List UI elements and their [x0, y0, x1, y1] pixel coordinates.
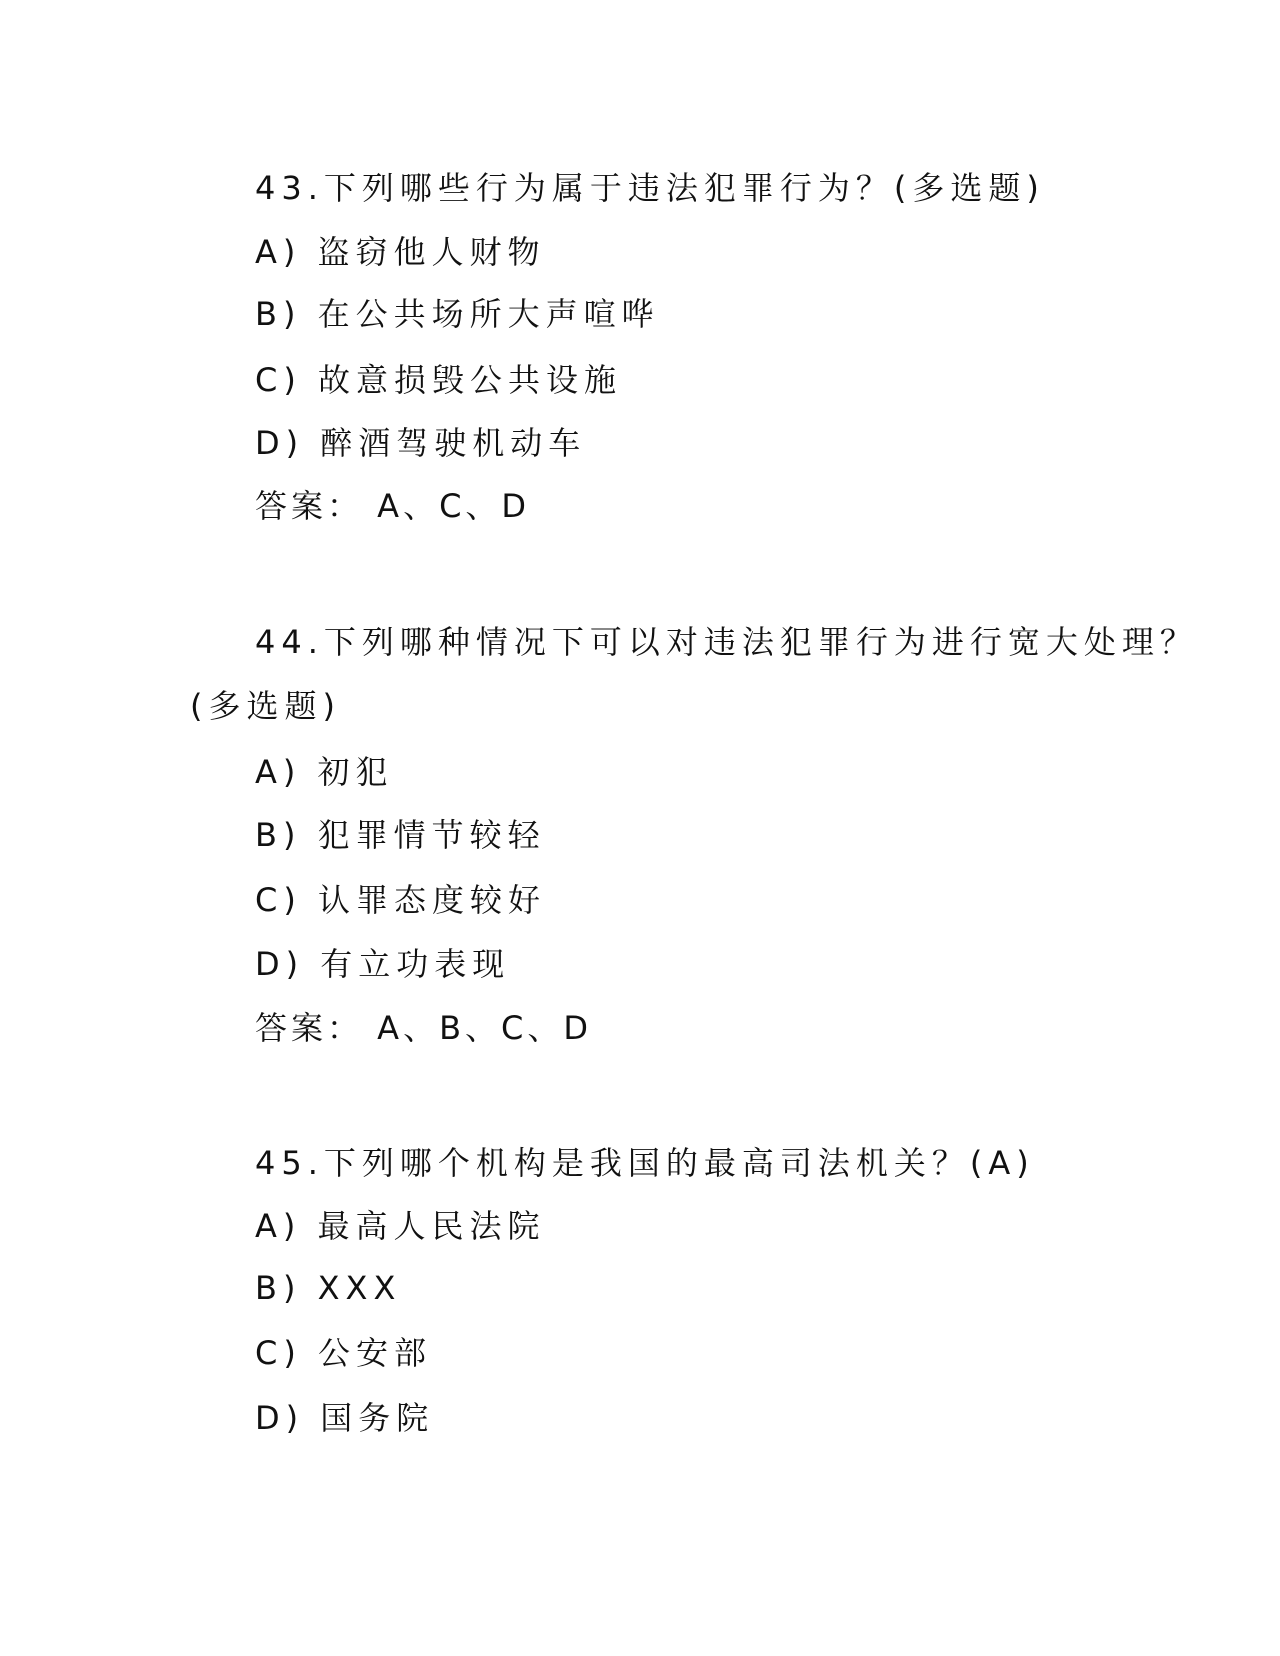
- question-43-option-a: A) 盗窃他人财物: [255, 233, 546, 271]
- question-44-title: 44.下列哪种情况下可以对违法犯罪行为进行宽大处理？: [255, 623, 1198, 661]
- question-43-option-b: B) 在公共场所大声喧哗: [255, 295, 660, 333]
- question-45-option-b: B) XXX: [255, 1269, 402, 1307]
- question-44-option-c: C) 认罪态度较好: [255, 881, 547, 919]
- question-44-option-b: B) 犯罪情节较轻: [255, 816, 546, 854]
- question-43-option-d: D) 醉酒驾驶机动车: [255, 424, 587, 462]
- question-43-answer: 答案： A、C、D: [255, 487, 531, 525]
- question-43-title: 43.下列哪些行为属于违法犯罪行为？(多选题): [255, 169, 1045, 207]
- question-45-option-c: C) 公安部: [255, 1334, 433, 1372]
- question-44-title-continued: (多选题): [190, 687, 341, 725]
- question-45-option-d: D) 国务院: [255, 1399, 435, 1437]
- question-45-option-a: A) 最高人民法院: [255, 1207, 546, 1245]
- question-44-answer: 答案： A、B、C、D: [255, 1009, 593, 1047]
- question-44-option-a: A) 初犯: [255, 753, 394, 791]
- question-45-title: 45.下列哪个机构是我国的最高司法机关？(A): [255, 1144, 1035, 1182]
- question-44-option-d: D) 有立功表现: [255, 945, 511, 983]
- question-43-option-c: C) 故意损毁公共设施: [255, 361, 623, 399]
